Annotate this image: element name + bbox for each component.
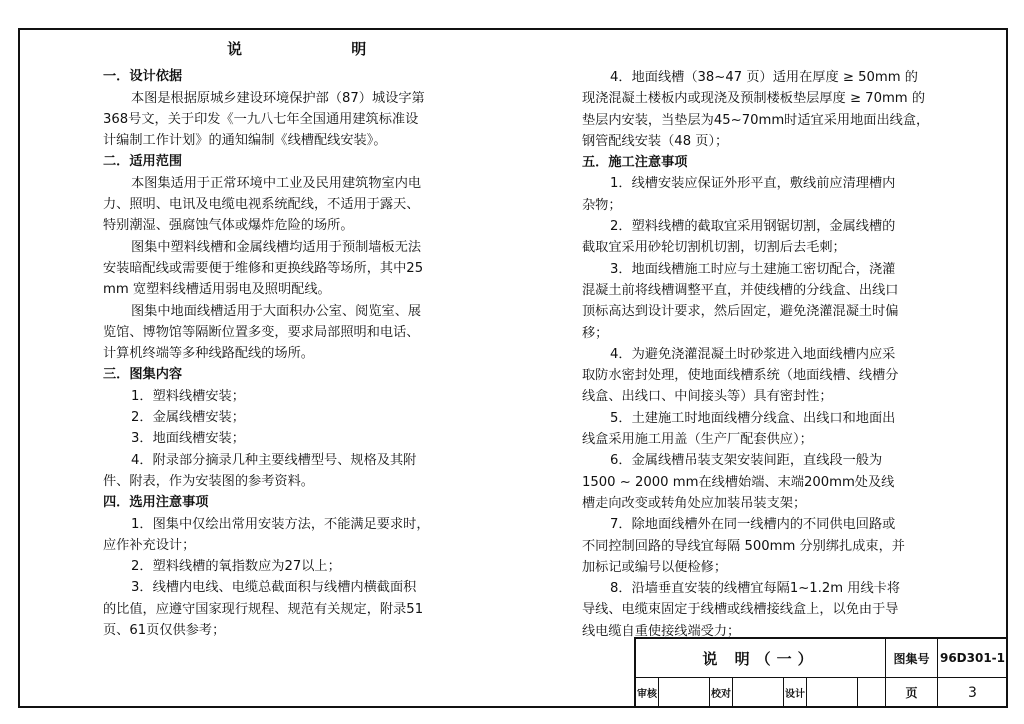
section-heading: 二．适用范围 xyxy=(103,154,183,170)
text-line: 4．地面线槽（38~47 页）适用在厚度 ≥ 50mm 的 xyxy=(610,70,918,85)
page-label: 页 xyxy=(886,678,938,708)
atlas-number: 96D301-1 xyxy=(938,639,1008,678)
text-line: 力、照明、电讯及电缆电视系统配线，不适用于露天、 xyxy=(103,197,420,213)
text-line: 1．线槽安装应保证外形平直，敷线前应清理槽内 xyxy=(610,176,896,192)
text-line: 6．金属线槽吊装支架安装间距，直线段一般为 xyxy=(610,453,883,469)
text-line: 混凝土前将线槽调整平直，并使线槽的分线盒、出线口 xyxy=(582,282,899,298)
text-line: 2．金属线槽安装； xyxy=(131,410,245,426)
text-line: 1．塑料线槽安装； xyxy=(131,388,245,404)
text-line: 2．塑料线槽的氧指数应为27以上； xyxy=(131,559,341,575)
section-heading: 一．设计依据 xyxy=(103,69,183,85)
text-line: 计算机终端等多种线路配线的场所。 xyxy=(103,346,314,362)
title-block-title: 说 明（一） xyxy=(636,639,886,678)
text-line: 本图集适用于正常环境中工业及民用建筑物室内电 xyxy=(131,175,422,191)
right-column xyxy=(582,67,932,642)
text-line: 2．塑料线槽的截取宜采用钢锯切割，金属线槽的 xyxy=(610,219,896,235)
text-line: 7．除地面线槽外在同一线槽内的不同供电回路或 xyxy=(610,517,896,533)
design-label: 设计 xyxy=(785,689,805,700)
text-line: 特别潮湿、强腐蚀气体或爆炸危险的场所。 xyxy=(103,218,354,234)
text-line: 顶标高达到设计要求，然后固定，避免浇灌混凝土时偏 xyxy=(582,304,899,320)
text-line: 3．线槽内电线、电缆总截面积与线槽内横截面积 xyxy=(131,580,417,596)
design-signature-box xyxy=(806,678,858,708)
text-line: 导线、电缆束固定于线槽或线槽接线盒上，以免由于导 xyxy=(582,602,899,618)
text-line: 3．地面线槽施工时应与土建施工密切配合，浇灌 xyxy=(610,261,896,277)
text-line: 4．为避免浇灌混凝土时砂浆进入地面线槽内应采 xyxy=(610,346,896,362)
text-line: 不同控制回路的导线宜每隔 500mm 分别绑扎成束，并 xyxy=(582,538,905,554)
proof-label: 校对 xyxy=(711,689,731,700)
review-label: 审核 xyxy=(637,689,657,700)
text-line: 安装暗配线或需要便于维修和更换线路等场所，其中25 xyxy=(103,260,424,276)
text-line: 线电缆自重使接线端受力； xyxy=(582,623,741,639)
text-line: 1500 ~ 2000 mm在线槽始端、末端200mm处及线 xyxy=(582,474,895,490)
page-number: 3 xyxy=(938,678,1008,708)
atlas-number-label: 图集号 xyxy=(886,639,938,678)
text-line: 应作补充设计； xyxy=(103,537,196,553)
section-heading: 三．图集内容 xyxy=(103,367,183,383)
section-heading: 四．选用注意事项 xyxy=(103,495,209,511)
text-line: 图集中地面线槽适用于大面积办公室、阅览室、展 xyxy=(131,303,422,319)
text-line: 的比值，应遵守国家现行规程、规范有关规定，附录51 xyxy=(103,601,424,617)
text-line: 钢管配线安装（48 页）； xyxy=(582,133,729,149)
text-line: 览馆、博物馆等隔断位置多变，要求局部照明和电话、 xyxy=(103,324,420,340)
document-title: 说 明 xyxy=(227,40,419,58)
text-line: 截取宜采用砂轮切割机切割，切割后去毛刺； xyxy=(582,240,846,256)
text-line: 现浇混凝土楼板内或现浇及预制楼板垫层厚度 ≥ 70mm 的 xyxy=(582,91,926,107)
text-line: 1．图集中仅绘出常用安装方法，不能满足要求时， xyxy=(131,516,430,532)
text-line: 4．附录部分摘录几种主要线槽型号、规格及其附 xyxy=(131,452,417,468)
text-line: 页、61页仅供参考； xyxy=(103,623,226,639)
text-line: 368号文，关于印发《一九八七年全国通用建筑标准设 xyxy=(103,111,419,127)
text-line: 垫层内安装，当垫层为45~70mm时适宜采用地面出线盒， xyxy=(582,112,930,128)
text-line: 3．地面线槽安装； xyxy=(131,431,245,447)
title-block xyxy=(634,637,1008,708)
text-line: 件、附表，作为安装图的参考资料。 xyxy=(103,473,314,489)
proof-signature-box xyxy=(732,678,784,708)
text-line: 取防水密封处理，使地面线槽系统（地面线槽、线槽分 xyxy=(582,368,899,384)
text-line: 计编制工作计划》的通知编制《线槽配线安装》。 xyxy=(103,133,387,149)
section-heading: 五．施工注意事项 xyxy=(582,155,688,171)
text-line: 杂物； xyxy=(582,197,622,213)
left-lines xyxy=(103,66,448,641)
left-column xyxy=(103,39,448,641)
text-line: 移； xyxy=(582,325,609,341)
text-line: 本图是根据原城乡建设环境保护部（87）城设字第 xyxy=(131,90,425,106)
text-line: mm 宽塑料线槽适用弱电及照明配线。 xyxy=(103,282,331,298)
text-line: 线盒、出线口、中间接头等）具有密封性； xyxy=(582,389,833,405)
text-line: 槽走向改变或转角处应加装吊装支架； xyxy=(582,495,807,511)
text-line: 5．土建施工时地面线槽分线盒、出线口和地面出 xyxy=(610,410,896,426)
text-line: 图集中塑料线槽和金属线槽均适用于预制墙板无法 xyxy=(131,239,422,255)
text-line: 加标记或编号以便检修； xyxy=(582,559,728,575)
signature-row xyxy=(636,678,886,708)
review-signature-box xyxy=(658,678,710,708)
text-line: 线盒采用施工用盖（生产厂配套供应）； xyxy=(582,432,813,448)
right-lines xyxy=(582,67,932,642)
text-line: 8．沿墙垂直安装的线槽宜每隔1~1.2m 用线卡将 xyxy=(610,581,901,597)
